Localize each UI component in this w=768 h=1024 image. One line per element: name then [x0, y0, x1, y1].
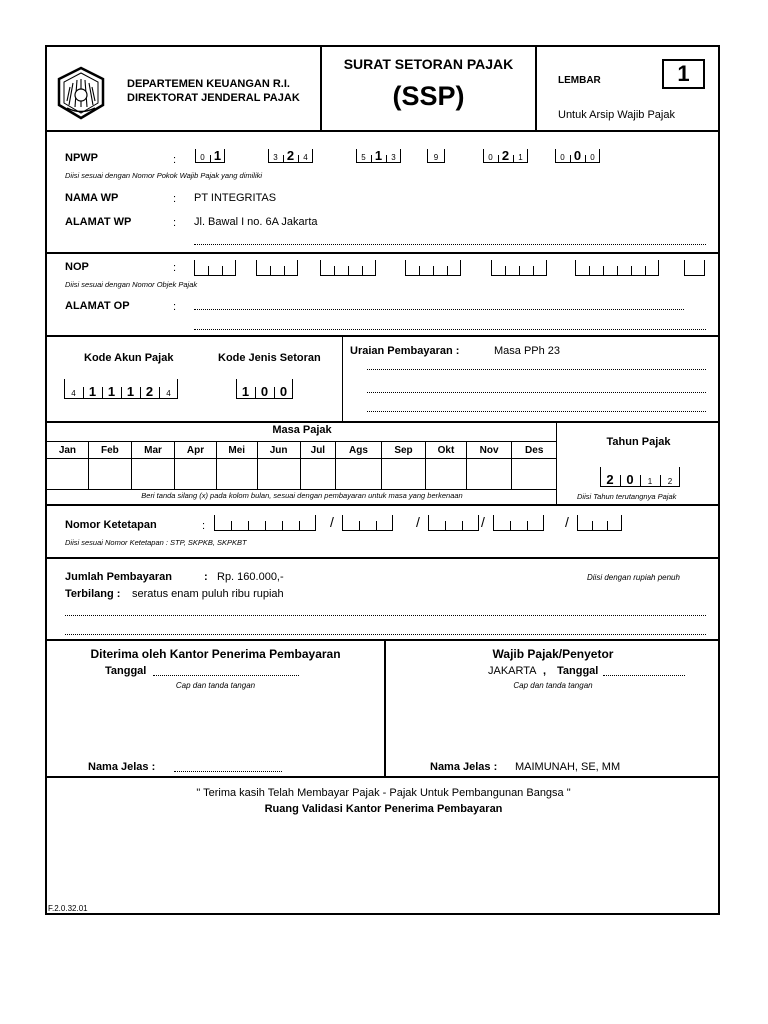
kode-jenis-group-digit: 0	[279, 384, 288, 399]
nop-group-6[interactable]	[575, 260, 659, 276]
npwp-group-4-digit: 9	[433, 153, 439, 162]
uraian-line2	[367, 392, 706, 393]
uraian-value: Masa PPh 23	[494, 345, 561, 357]
month-label-feb: Feb	[88, 442, 131, 459]
npwp-group-3-digit: 5	[361, 153, 366, 162]
penerima-tanggal-label: Tanggal	[105, 665, 147, 677]
month-checkbox-feb[interactable]	[88, 459, 131, 490]
kode-akun-group-digit: 1	[126, 384, 135, 399]
kode-akun-group-digit: 1	[88, 384, 97, 399]
lembar-number: 1	[662, 59, 705, 89]
kode-jenis-group-digit: 0	[260, 384, 269, 399]
masa-pajak-label: Masa Pajak	[272, 424, 332, 436]
penerima-tanggal-line	[153, 675, 299, 676]
penerima-title: Diterima oleh Kantor Penerima Pembayaran	[90, 647, 341, 661]
penyetor-tanggal-line	[603, 675, 685, 676]
penyetor-title: Wajib Pajak/Penyetor	[492, 647, 614, 661]
wp-address-label: ALAMAT WP	[65, 216, 132, 228]
penyetor-nama-label: Nama Jelas :	[430, 761, 498, 773]
form-title-abbr: (SSP)	[392, 81, 465, 111]
terbilang-label: Terbilang :	[65, 588, 121, 600]
penyetor-tanggal-label: Tanggal	[557, 665, 599, 677]
npwp-group-4[interactable]	[427, 149, 445, 163]
tahun-group-digit: 0	[626, 472, 634, 487]
footer-quote: " Terima kasih Telah Membayar Pajak - Pajak Untuk Pembangunan Bangsa "	[196, 787, 571, 799]
month-checkbox-jun[interactable]	[257, 459, 300, 490]
nop-group-1[interactable]	[194, 260, 236, 276]
op-address-line2	[194, 329, 706, 330]
tahun-group-digit: 2	[606, 472, 614, 487]
masa-pajak-note: Beri tanda silang (x) pada kolom bulan, sesuai dengan pembayaran untuk masa yang berkenaan	[141, 491, 463, 500]
month-checkbox-row	[47, 459, 557, 490]
lembar-description: Untuk Arsip Wajib Pajak	[558, 109, 675, 121]
npwp-colon: :	[173, 154, 177, 166]
nop-colon: :	[173, 262, 177, 274]
tahun-group-digit: 1	[647, 477, 653, 486]
npwp-group-6-digit: 0	[560, 153, 565, 162]
penyetor-city: JAKARTA	[488, 665, 537, 677]
jumlah-note: Diisi dengan rupiah penuh	[587, 573, 680, 582]
month-header-row	[47, 442, 557, 459]
garuda-emblem-icon	[53, 65, 109, 121]
npwp-group-2-digit: 4	[303, 153, 308, 162]
ketetapan-group-1[interactable]	[214, 515, 316, 531]
department-name	[127, 77, 327, 105]
uraian-line3	[367, 411, 706, 412]
npwp-note: Diisi sesuai dengan Nomor Pokok Wajib Pajak yang dimiliki	[65, 171, 263, 180]
month-checkbox-okt[interactable]	[426, 459, 467, 490]
footer-validasi: Ruang Validasi Kantor Penerima Pembayaran	[264, 803, 503, 815]
npwp-group-3[interactable]	[356, 149, 401, 163]
npwp-group-1-digit: 0	[200, 153, 205, 162]
npwp-group-3-digit: 1	[374, 148, 383, 163]
kode-jenis-label: Kode Jenis Setoran	[218, 352, 321, 364]
nop-group-5[interactable]	[491, 260, 547, 276]
ketetapan-label: Nomor Ketetapan	[65, 519, 157, 531]
month-checkbox-mei[interactable]	[216, 459, 257, 490]
wp-name-label: NAMA WP	[65, 192, 119, 204]
masa-pajak-table	[46, 441, 557, 490]
penerima-nama-line	[174, 771, 282, 772]
npwp-group-6-digit: 0	[590, 153, 595, 162]
month-checkbox-mar[interactable]	[131, 459, 174, 490]
month-label-des: Des	[512, 442, 557, 459]
dept-line1: DEPARTEMEN KEUANGAN R.I.	[127, 78, 290, 90]
tahun-group[interactable]	[600, 467, 680, 487]
ketetapan-slash: /	[565, 514, 569, 530]
jumlah-label: Jumlah Pembayaran	[65, 571, 172, 583]
npwp-group-6[interactable]	[555, 149, 600, 163]
ketetapan-slash: /	[481, 514, 485, 530]
kode-akun-label: Kode Akun Pajak	[84, 352, 174, 364]
month-checkbox-nov[interactable]	[466, 459, 512, 490]
kode-akun-group[interactable]	[64, 379, 178, 399]
month-label-mar: Mar	[131, 442, 174, 459]
npwp-group-5-digit: 1	[518, 153, 523, 162]
month-label-jun: Jun	[257, 442, 300, 459]
form-title: SURAT SETORAN PAJAK	[343, 56, 514, 72]
month-label-nov: Nov	[466, 442, 512, 459]
ketetapan-group-2[interactable]	[342, 515, 393, 531]
kode-akun-group-digit: 4	[166, 389, 171, 398]
month-label-apr: Apr	[175, 442, 217, 459]
ketetapan-colon: :	[202, 520, 206, 532]
ketetapan-group-5[interactable]	[577, 515, 622, 531]
op-address-colon: :	[173, 301, 177, 313]
penerima-nama-label: Nama Jelas :	[88, 761, 156, 773]
month-label-jul: Jul	[300, 442, 335, 459]
kode-akun-group-digit: 4	[71, 389, 76, 398]
npwp-group-5-digit: 0	[488, 153, 493, 162]
tahun-group-digit: 2	[667, 477, 673, 486]
nop-group-3[interactable]	[320, 260, 376, 276]
uraian-label: Uraian Pembayaran :	[350, 345, 460, 357]
penyetor-cap: Cap dan tanda tangan	[513, 681, 593, 690]
penyetor-comma: ,	[543, 665, 547, 677]
npwp-group-1-digit: 1	[213, 148, 222, 163]
month-checkbox-des[interactable]	[512, 459, 557, 490]
nop-group-2[interactable]	[256, 260, 298, 276]
nop-label: NOP	[65, 261, 89, 273]
kode-jenis-group[interactable]	[236, 379, 293, 399]
month-label-mei: Mei	[216, 442, 257, 459]
npwp-group-3-digit: 3	[391, 153, 396, 162]
ketetapan-slash: /	[416, 514, 420, 530]
month-checkbox-ags[interactable]	[336, 459, 382, 490]
ketetapan-group-3[interactable]	[428, 515, 479, 531]
month-checkbox-jan[interactable]	[47, 459, 89, 490]
month-label-ags: Ags	[336, 442, 382, 459]
kode-jenis-group-digit: 1	[241, 384, 250, 399]
terbilang-value: seratus enam puluh ribu rupiah	[132, 588, 284, 600]
terbilang-line1	[65, 615, 706, 616]
lembar-label: LEMBAR	[558, 75, 601, 86]
npwp-group-2[interactable]	[268, 149, 313, 163]
uraian-line1	[367, 369, 706, 370]
month-checkbox-apr[interactable]	[175, 459, 217, 490]
npwp-group-6-digit: 0	[573, 148, 582, 163]
ketetapan-note: Diisi sesuai Nomor Ketetapan : STP, SKPKB, SKPKBT	[65, 538, 247, 547]
tahun-pajak-note: Diisi Tahun terutangnya Pajak	[577, 492, 677, 501]
npwp-group-1[interactable]	[195, 149, 225, 163]
op-address-line1	[194, 309, 684, 310]
wp-name-value: PT INTEGRITAS	[194, 192, 277, 204]
op-address-label: ALAMAT OP	[65, 300, 130, 312]
ssp-form	[45, 45, 720, 915]
wp-address-colon: :	[173, 217, 177, 229]
npwp-group-2-digit: 2	[286, 148, 295, 163]
nop-note: Diisi sesuai dengan Nomor Objek Pajak	[65, 280, 198, 289]
wp-name-colon: :	[173, 193, 177, 205]
dept-line2: DIREKTORAT JENDERAL PAJAK	[127, 92, 300, 104]
month-label-sep: Sep	[381, 442, 425, 459]
month-label-jan: Jan	[47, 442, 89, 459]
month-label-okt: Okt	[426, 442, 467, 459]
nop-group-4[interactable]	[405, 260, 461, 276]
npwp-label: NPWP	[65, 152, 98, 164]
npwp-group-5-digit: 2	[501, 148, 510, 163]
nop-group-7[interactable]	[684, 260, 705, 276]
month-checkbox-jul[interactable]	[300, 459, 335, 490]
month-checkbox-sep[interactable]	[381, 459, 425, 490]
kode-akun-group-digit: 2	[145, 384, 154, 399]
penerima-cap: Cap dan tanda tangan	[175, 681, 256, 690]
tahun-pajak-label: Tahun Pajak	[606, 436, 671, 448]
jumlah-value: Rp. 160.000,-	[217, 571, 284, 583]
npwp-group-5[interactable]	[483, 149, 528, 163]
ketetapan-group-4[interactable]	[493, 515, 544, 531]
ketetapan-slash: /	[330, 514, 334, 530]
npwp-group-2-digit: 3	[273, 153, 278, 162]
form-code: F.2.0.32.01	[48, 904, 88, 913]
terbilang-line2	[65, 634, 706, 635]
wp-address-value: Jl. Bawal I no. 6A Jakarta	[194, 216, 318, 228]
penyetor-nama-value: MAIMUNAH, SE, MM	[515, 761, 621, 773]
jumlah-colon: :	[204, 571, 208, 583]
wp-address-line	[194, 244, 706, 245]
ministry-logo	[53, 65, 109, 121]
kode-akun-group-digit: 1	[107, 384, 116, 399]
